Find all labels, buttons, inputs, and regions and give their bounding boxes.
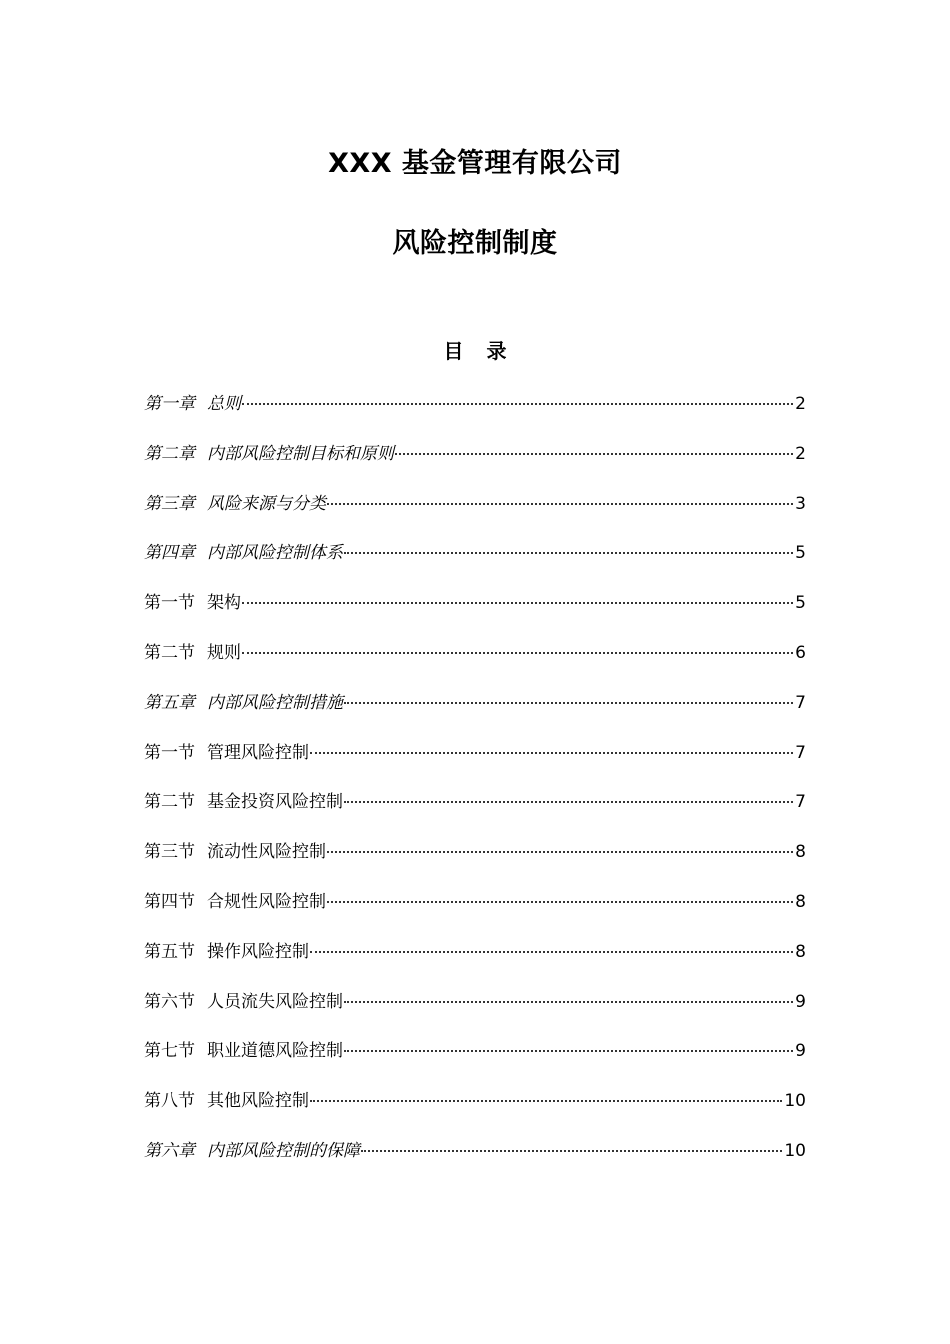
- toc-entry-label: 第一节: [144, 593, 195, 614]
- toc-entry-label: 第二章: [144, 443, 195, 464]
- toc-dot-leader: [344, 1050, 793, 1052]
- toc-entry[interactable]: [144, 789, 806, 839]
- toc-page-number: 7: [795, 742, 806, 763]
- company-title: XXX 基金管理有限公司: [328, 148, 622, 179]
- toc-entry[interactable]: [144, 740, 806, 790]
- toc-entry[interactable]: [144, 839, 806, 889]
- toc-dot-leader: [310, 1100, 782, 1102]
- toc-page-number: 9: [795, 1041, 806, 1062]
- toc-page-number: 7: [795, 792, 806, 813]
- toc-entry-title: 总则: [207, 394, 241, 414]
- toc-entry-title: 内部风险控制目标和原则: [207, 443, 394, 464]
- toc-dot-leader: [344, 552, 793, 554]
- toc-page-number: 8: [795, 891, 806, 912]
- toc-entry-label: 第四节: [144, 891, 195, 912]
- toc-entry-title: 人员流失风险控制: [207, 991, 343, 1012]
- toc-page-number: 3: [795, 493, 806, 514]
- toc-entry[interactable]: [144, 491, 806, 541]
- toc-dot-leader: [327, 851, 793, 853]
- toc-entry-label: 第七节: [144, 1041, 195, 1062]
- toc-dot-leader: [310, 752, 793, 754]
- toc-entry-title: 内部风险控制措施: [207, 692, 343, 713]
- toc-page-number: 5: [795, 543, 806, 564]
- toc-entry-title: 合规性风险控制: [207, 891, 326, 912]
- toc-entry-label: 第三节: [144, 842, 195, 863]
- toc-entry[interactable]: [144, 640, 806, 690]
- toc-entry[interactable]: [144, 690, 806, 740]
- toc-entry[interactable]: [144, 441, 806, 491]
- toc-entry-title: 职业道德风险控制: [207, 1041, 343, 1062]
- toc-page-number: 10: [784, 1140, 806, 1161]
- toc-entry-label: 第六节: [144, 991, 195, 1012]
- toc-entry[interactable]: [144, 939, 806, 989]
- toc-dot-leader: [361, 1150, 782, 1152]
- toc-page-number: 2: [795, 443, 806, 464]
- toc-dot-leader: [344, 702, 793, 704]
- toc-page-number: 9: [795, 991, 806, 1012]
- toc-entry-label: 第六章: [144, 1140, 195, 1161]
- toc-entry-title: 架构: [207, 593, 241, 614]
- toc-entry-title: 管理风险控制: [207, 742, 309, 763]
- toc-entry-title: 风险来源与分类: [207, 493, 326, 514]
- toc-entry[interactable]: [144, 540, 806, 590]
- toc-entry-title: 规则: [207, 642, 241, 663]
- toc-entry-label: 第二节: [144, 642, 195, 663]
- toc-page-number: 8: [795, 842, 806, 863]
- toc-page-number: 2: [795, 394, 806, 414]
- toc-page-number: 7: [795, 692, 806, 713]
- toc-entry-title: 内部风险控制体系: [207, 543, 343, 564]
- toc-dot-leader: [344, 1001, 793, 1003]
- toc-dot-leader: [242, 403, 793, 405]
- toc-entry[interactable]: [144, 989, 806, 1039]
- toc-entry-label: 第八节: [144, 1091, 195, 1112]
- toc-entry[interactable]: [144, 1088, 806, 1138]
- toc-page-number: 8: [795, 941, 806, 962]
- toc-entry-label: 第一节: [144, 742, 195, 763]
- toc-entry-label: 第二节: [144, 792, 195, 813]
- toc-entry-label: 第四章: [144, 543, 195, 564]
- table-of-contents: [144, 391, 806, 1188]
- toc-entry-title: 操作风险控制: [207, 941, 309, 962]
- toc-dot-leader: [327, 503, 793, 505]
- toc-dot-leader: [242, 602, 793, 604]
- toc-page-number: 5: [795, 593, 806, 614]
- toc-entry[interactable]: [144, 590, 806, 640]
- toc-page-number: 10: [784, 1091, 806, 1112]
- document-title: 风险控制制度: [392, 228, 558, 259]
- toc-heading: 目 录: [443, 339, 515, 363]
- toc-entry-label: 第三章: [144, 493, 195, 514]
- toc-dot-leader: [344, 801, 793, 803]
- toc-page-number: 6: [795, 642, 806, 663]
- toc-dot-leader: [242, 652, 793, 654]
- toc-entry-label: 第一章: [144, 394, 195, 414]
- toc-entry-label: 第五节: [144, 941, 195, 962]
- toc-dot-leader: [395, 453, 793, 455]
- toc-entry[interactable]: [144, 391, 806, 441]
- toc-entry[interactable]: [144, 1038, 806, 1088]
- toc-entry-label: 第五章: [144, 692, 195, 713]
- toc-entry-title: 基金投资风险控制: [207, 792, 343, 813]
- toc-entry-title: 其他风险控制: [207, 1091, 309, 1112]
- toc-entry[interactable]: [144, 1138, 806, 1188]
- toc-dot-leader: [327, 901, 793, 903]
- toc-entry-title: 流动性风险控制: [207, 842, 326, 863]
- toc-entry[interactable]: [144, 889, 806, 939]
- toc-dot-leader: [310, 951, 793, 953]
- toc-entry-title: 内部风险控制的保障: [207, 1140, 360, 1161]
